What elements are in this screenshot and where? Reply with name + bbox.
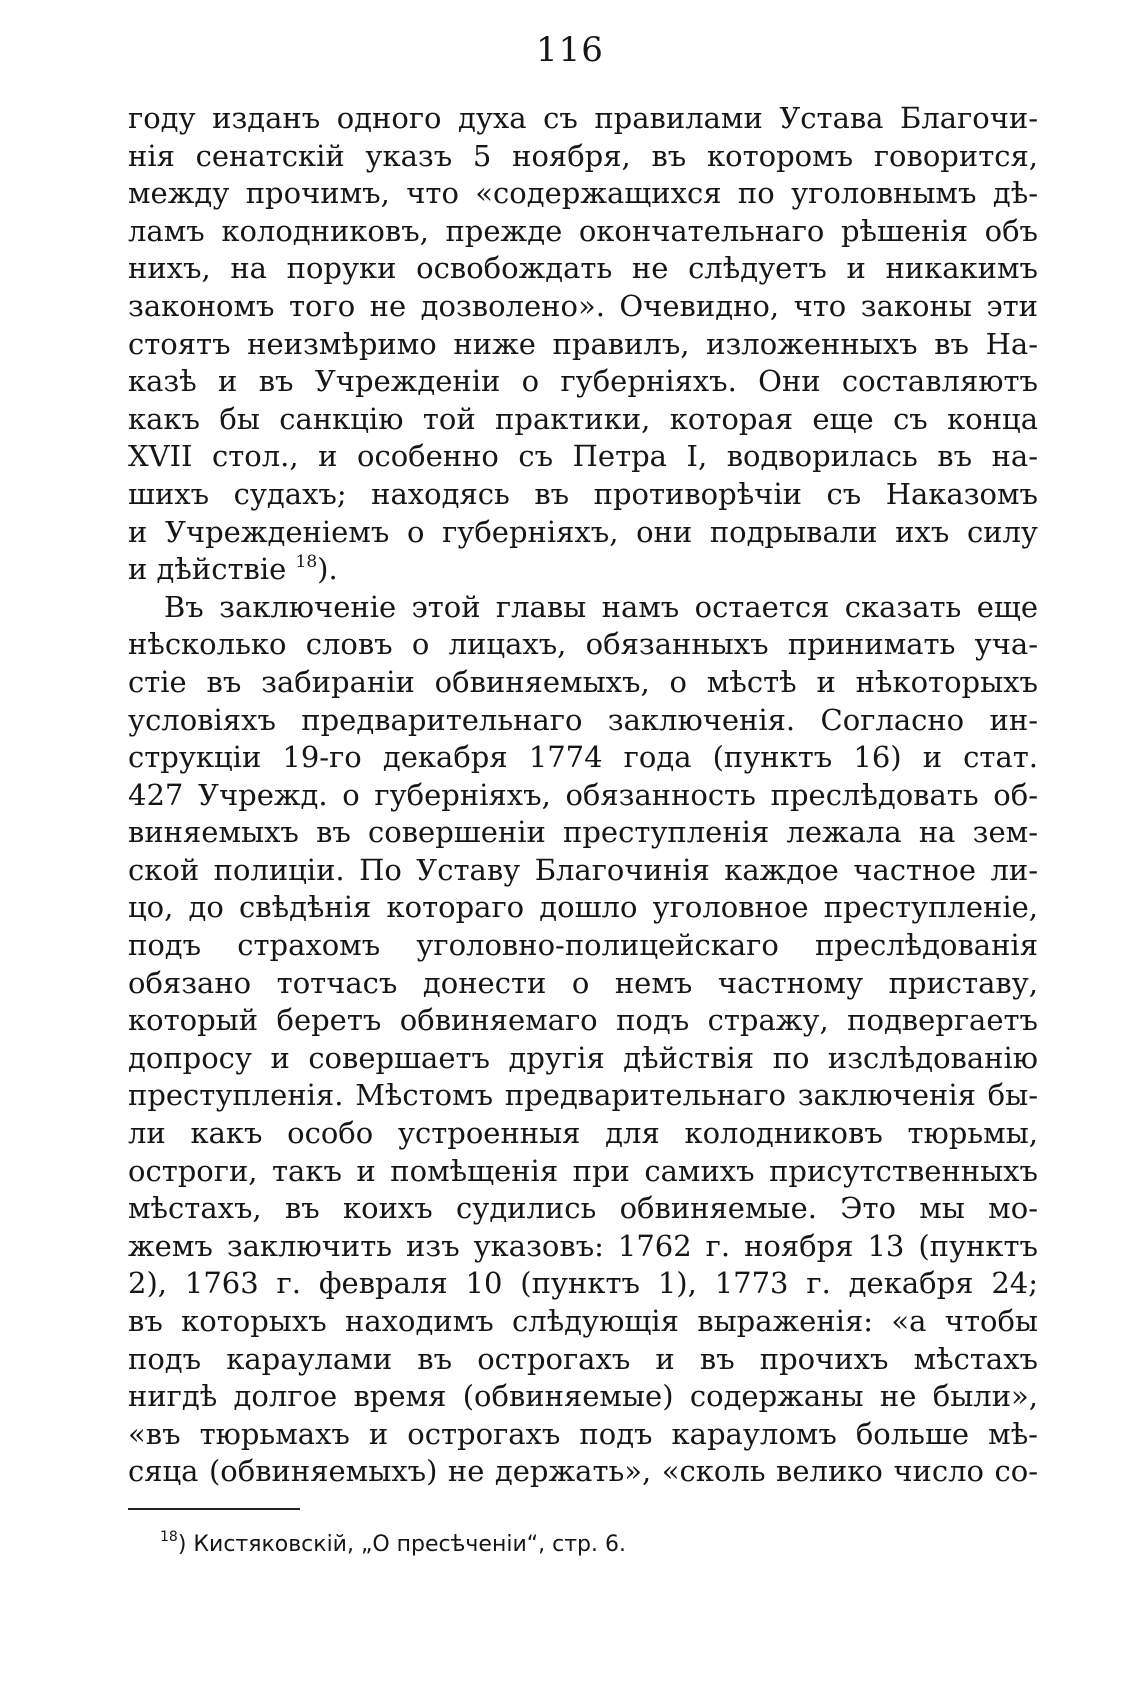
text-line: «въ тюрьмахъ и острогахъ подъ карауломъ больше мѣ- [128,1416,1038,1451]
text-line: 2), 1763 г. февраля 10 (пунктъ 1), 1773 г. декабря 24; [128,1266,1038,1301]
text-line-fragment: ). [317,552,338,587]
text-line: подъ караулами въ острогахъ и въ прочихъ мѣстахъ [128,1341,1038,1376]
text-line-last [128,551,1038,589]
text-line: обязано тотчасъ донести о немъ частному приставу, [128,965,1038,1000]
text-line: и Учрежденіемъ о губерніяхъ, они подрывали ихъ силу [128,514,1038,549]
text-line: мѣстахъ, въ коихъ судились обвиняемые. Это мы мо- [128,1191,1038,1226]
text-line: нѣсколько словъ о лицахъ, обязанныхъ принимать уча- [128,627,1038,662]
text-line: году изданъ одного духа съ правилами Устава Благочи- [128,101,1038,135]
text-line: нигдѣ долгое время (обвиняемые) содержаны не были», [128,1379,1038,1414]
text-line-fragment: и дѣйствіе [128,552,287,587]
text-line: какъ бы санкцію той практики, которая еще съ конца [128,401,1038,436]
text-line: стіе въ забираніи обвиняемыхъ, о мѣстѣ и нѣкоторыхъ [128,664,1038,699]
text-line: казѣ и въ Учрежденіи о губерніяхъ. Они составляютъ [128,364,1038,399]
text-line: въ которыхъ находимъ слѣдующія выраженія: «а чтобы [128,1304,1038,1338]
page-number: 116 [536,30,604,70]
text-line: нія сенатскій указъ 5 ноября, въ которомъ говорится, [128,138,1038,173]
text-line: между прочимъ, что «содержащихся по уголовнымъ дѣ- [128,176,1038,211]
text-line: Въ заключеніе этой главы намъ остается сказать еще [164,589,1038,624]
text-line: стоятъ неизмѣримо ниже правилъ, изложенныхъ въ На- [128,326,1038,361]
paragraph-1 [128,100,1038,589]
text-line: жемъ заключить изъ указовъ: 1762 г. ноября 13 (пунктъ [128,1228,1038,1263]
text-line: виняемыхъ въ совершеніи преступленія лежала на зем- [128,815,1038,850]
text-line: остроги, такъ и помѣщенія при самихъ присутственныхъ [128,1153,1038,1188]
footnote-reference[interactable]: 18 [295,552,318,573]
text-line: который беретъ обвиняемаго подъ стражу, подвергаетъ [128,1003,1038,1038]
footnote-text: ) Кистяковскій, „О пресѣченіи“, стр. 6. [177,1532,626,1557]
text-line: 427 Учрежд. о губерніяхъ, обязанность преслѣдовать об- [128,777,1038,812]
paragraph-2 [128,589,1038,1491]
text-line: подъ страхомъ уголовно-полицейскаго преслѣдованія [128,928,1038,963]
footnote-mark: 18 [160,1529,178,1545]
text-line: преступленія. Мѣстомъ предварительнаго заключенія бы- [128,1078,1038,1113]
text-line: закономъ того не дозволено». Очевидно, что законы эти [128,288,1038,323]
text-line: шихъ судахъ; находясь въ противорѣчіи съ Наказомъ [128,476,1038,511]
text-line: цо, до свѣдѣнія котораго дошло уголовное преступленіе, [128,890,1038,925]
text-line: допросу и совершаетъ другія дѣйствія по изслѣдованію [128,1040,1038,1075]
footnote [160,1529,626,1557]
body-text [128,100,1038,1491]
text-line: нихъ, на поруки освобождать не слѣдуетъ и никакимъ [128,251,1038,286]
text-line: XVII стол., и особенно съ Петра I, водворилась въ на- [128,439,1038,474]
text-line: условіяхъ предварительнаго заключенія. Согласно ин- [128,702,1038,737]
text-line: ли какъ особо устроенныя для колодниковъ тюрьмы, [128,1116,1038,1151]
text-line: сяца (обвиняемыхъ) не держать», «сколь велико число со- [128,1454,1038,1489]
text-line: ламъ колодниковъ, прежде окончательнаго рѣшенія объ [128,213,1038,248]
text-line: струкціи 19-го декабря 1774 года (пунктъ 16) и стат. [128,740,1038,775]
footnote-divider [128,1508,300,1510]
text-line: ской полиціи. По Уставу Благочинія каждое частное ли- [128,852,1038,887]
